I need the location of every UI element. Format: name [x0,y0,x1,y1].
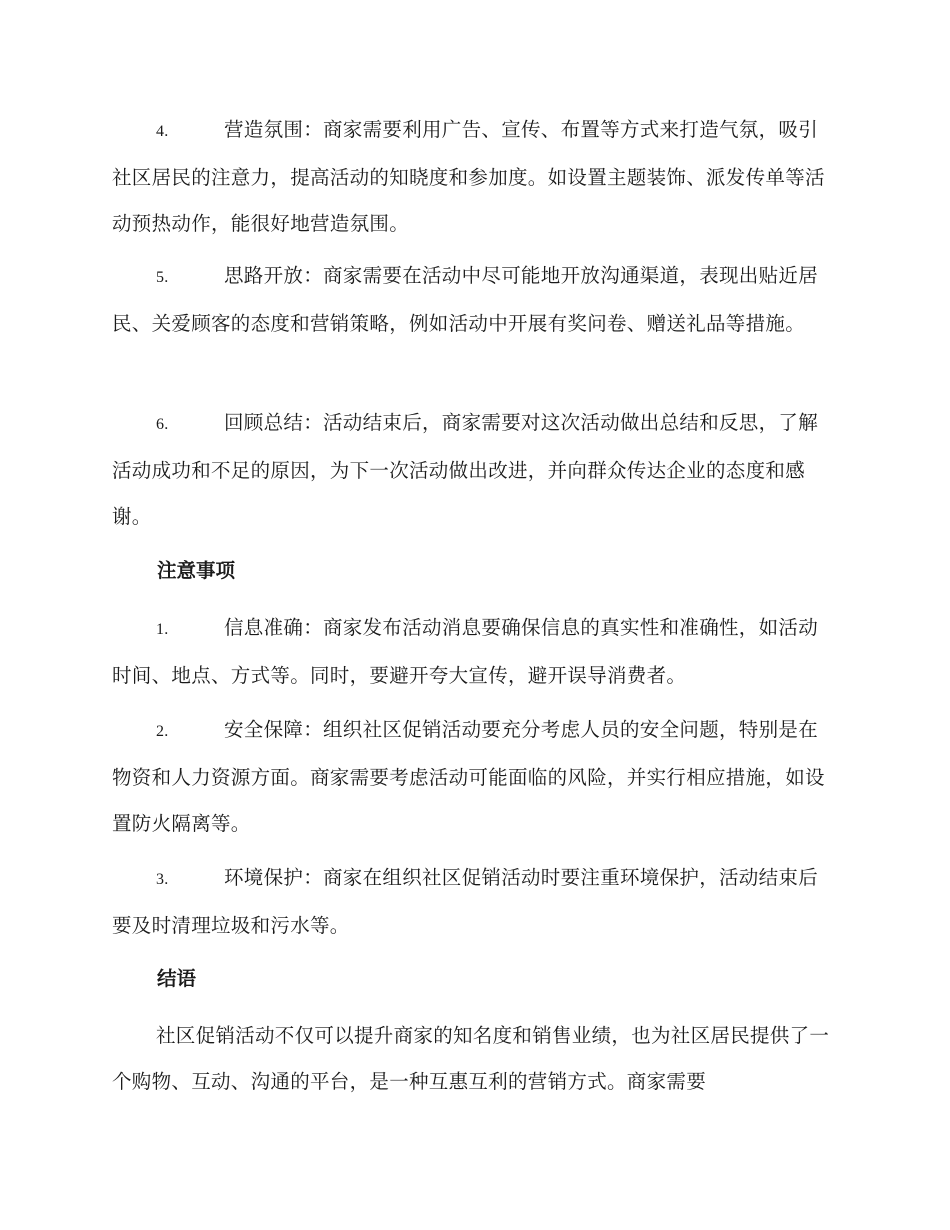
list-text: 安全保障：组织社区促销活动要充分考虑人员的安全问题，特别是在物资和人力资源方面。商家需要考虑活动可能面临的风险，并实行相应措施，如设置防火隔离等。 [112,718,825,835]
list-item [112,107,836,247]
list-number: 4. [156,123,169,140]
list-number: 6. [156,416,169,433]
paragraph: 社区促销活动不仅可以提升商家的知名度和销售业绩，也为社区居民提供了一个购物、互动、沟通的平台，是一种互惠互利的营销方式。商家需要 [112,1024,830,1093]
list-text: 思路开放：商家需要在活动中尽可能地开放沟通渠道，表现出贴近居民、关爱顾客的态度和营销策略，例如活动中开展有奖问卷、赠送礼品等措施。 [112,264,819,335]
list-item [112,605,836,699]
list-number: 3. [156,871,169,888]
list-text: 营造氛围：商家需要利用广告、宣传、布置等方式来打造气氛，吸引社区居民的注意力，提高活动的知晓度和参加度。如设置主题装饰、派发传单等活动预热动作，能很好地营造氛围。 [112,118,825,235]
list-item [112,707,836,847]
list-number: 2. [156,723,169,740]
list-text: 环境保护：商家在组织社区促销活动时要注重环境保护，活动结束后要及时清理垃圾和污水等。 [112,866,819,937]
list-item [112,253,836,347]
list-item [112,855,836,949]
list-number: 1. [156,621,169,638]
list-text: 信息准确：商家发布活动消息要确保信息的真实性和准确性，如活动时间、地点、方式等。同时，要避开夸大宣传，避开误导消费者。 [112,616,819,687]
list-text: 回顾总结：活动结束后，商家需要对这次活动做出总结和反思，了解活动成功和不足的原因，为下一次活动做出改进，并向群众传达企业的态度和感谢。 [112,411,819,528]
list-item [112,400,836,540]
section-heading: 结语 [157,967,197,990]
section-heading: 注意事项 [157,559,236,582]
list-number: 5. [156,269,169,286]
